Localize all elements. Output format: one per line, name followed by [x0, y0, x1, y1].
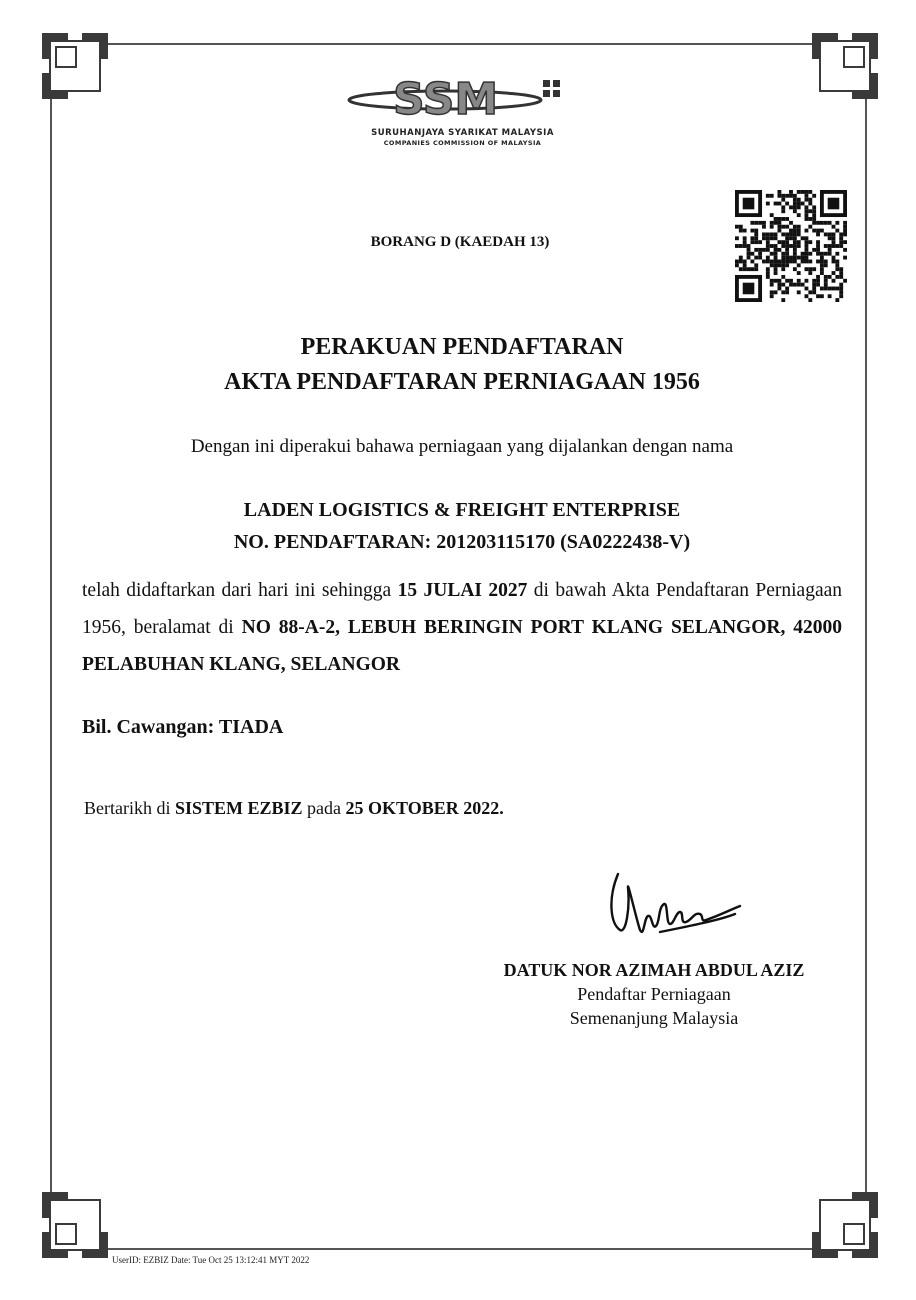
corner-ornament-bottom-left	[40, 1190, 110, 1260]
dated-date: 25 OKTOBER 2022.	[345, 798, 504, 818]
ssm-logo	[345, 70, 580, 152]
corner-ornament-bottom-right	[810, 1190, 880, 1260]
form-code: BORANG D (KAEDAH 13)	[370, 234, 550, 250]
dated-line	[84, 798, 504, 819]
registration-number: NO. PENDAFTARAN: 201203115170 (SA0222438-V)	[233, 531, 691, 553]
business-block	[80, 494, 844, 558]
registration-statement	[82, 572, 842, 683]
statement-part-2: di bawah Akta Pendaftaran Perniagaan 1956, beralamat di	[82, 580, 843, 638]
signatory-title-2: Semenanjung Malaysia	[569, 1008, 739, 1028]
certificate-title	[80, 330, 844, 400]
corner-ornament-top-right	[810, 31, 880, 101]
dated-mid: pada	[302, 798, 346, 818]
logo-abbr: SSM	[393, 74, 499, 125]
title-line-1: PERAKUAN PENDAFTARAN	[300, 334, 624, 360]
ssm-logo-icon	[345, 70, 580, 128]
signature-icon	[600, 868, 750, 948]
logo-name-en: COMPANIES COMMISSION OF MALAYSIA	[383, 139, 542, 147]
signatory-name: DATUK NOR AZIMAH ABDUL AZIZ	[503, 960, 805, 980]
title-line-2: AKTA PENDAFTARAN PERNIAGAAN 1956	[224, 369, 700, 395]
expiry-date: 15 JULAI 2027	[397, 580, 528, 601]
statement-part-1: telah didaftarkan dari hari ini sehingga	[82, 580, 398, 601]
footer-user-stamp: UserID: EZBIZ Date: Tue Oct 25 13:12:41 MYT 2022	[112, 1255, 310, 1265]
signatory-block	[470, 958, 838, 1030]
logo-name-ms: SURUHANJAYA SYARIKAT MALAYSIA	[371, 128, 554, 138]
corner-ornament-top-left	[40, 31, 110, 101]
branch-count: Bil. Cawangan: TIADA	[82, 716, 284, 738]
dated-system: SISTEM EZBIZ	[174, 798, 303, 818]
qr-code-icon	[735, 190, 847, 302]
business-address: NO 88-A-2, LEBUH BERINGIN PORT KLANG SELANGOR, 42000 PELABUHAN KLANG, SELANGOR	[82, 617, 842, 675]
business-name: LADEN LOGISTICS & FREIGHT ENTERPRISE	[243, 499, 681, 521]
intro-text: Dengan ini diperakui bahawa perniagaan yang dijalankan dengan nama	[190, 436, 734, 457]
signatory-title-1: Pendaftar Perniagaan	[577, 984, 731, 1004]
dated-prefix: Bertarikh di	[84, 798, 175, 818]
